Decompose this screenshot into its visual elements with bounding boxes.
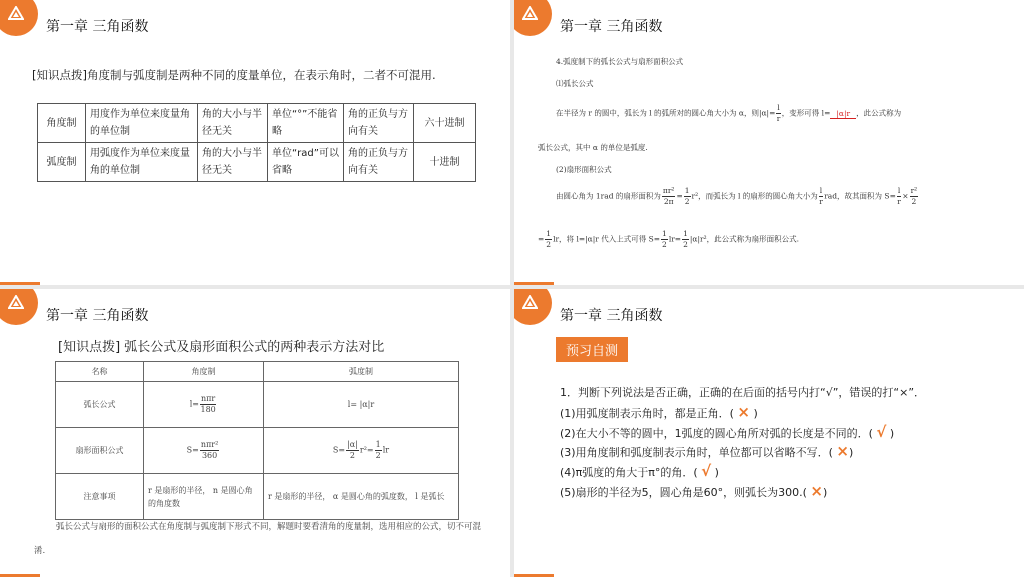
slide-2: 第一章 三角函数 4.弧度制下的弧长公式与扇形面积公式 ⑴弧长公式 在半径为 r 的圆中，弧长为 l 的弧所对的圆心角大小为 α，则|α|= $\frac{l}{r}$ ，变形可得 l= |α|r ，此公式称为 弧长公式，其中 α 的单位是弧度. (2)扇形面积公式 由圆心角为 1rad 的扇形面积为 $\frac{\text{πr²}}{2\pi}$ = $\frac{1}{2}$ r²，而弧长为 l 的扇形的圆心角大小为 $\frac{l}{r}$ rad，故其面积为 S= $\frac{l}{r}$ × $\frac{\text{r²}}{2}$ = $\frac{1}{2}$ lr，将 l=|α|r 代入上式可得 S= $\frac{1}{2}$ lr= $\frac{1}{2}$ |α|r²，此公式称为扇形面积公式. xyxy=(514,0,1024,285)
cross-mark-icon: × xyxy=(836,442,849,460)
knowledge-tip: [知识点拨]角度制与弧度制是两种不同的度量单位，在表示角时，二者不可混用. xyxy=(32,68,436,82)
chapter-title: 第一章 三角函数 xyxy=(46,19,149,35)
logo-icon xyxy=(0,0,38,36)
question-item: (2)在大小不等的圆中，1弧度的圆心角所对弧的长度是不同的．( √ ) xyxy=(560,423,895,441)
logo-icon xyxy=(0,289,38,325)
cross-mark-icon: × xyxy=(810,482,823,500)
logo-icon xyxy=(514,289,552,325)
table-row: 弧长公式 l= $\frac{\text{nπr}}{180}$ l= |α|r xyxy=(56,382,459,428)
section-heading: 4.弧度制下的弧长公式与扇形面积公式 xyxy=(556,57,684,66)
answer-blank: |α|r xyxy=(830,109,856,119)
note-paragraph: 弧长公式与扇形的面积公式在角度制与弧度制下形式不同，解题时要看清角的度量制，选用相应的公式，切不可混淆. xyxy=(34,522,482,556)
chapter-title: 第一章 三角函数 xyxy=(560,19,663,35)
cross-mark-icon: × xyxy=(737,403,750,421)
check-mark-icon: √ xyxy=(701,462,712,480)
comparison-table xyxy=(37,103,476,182)
slide-1 xyxy=(0,0,510,285)
arc-formula-line: 在半径为 r 的圆中，弧长为 l 的弧所对的圆心角大小为 α，则|α|= $\frac{l}{r}$ ，变形可得 l= |α|r ，此公式称为 xyxy=(556,103,902,123)
slide-4 xyxy=(514,289,1024,577)
knowledge-tip-title: [知识点拨] 弧长公式及扇形面积公式的两种表示方法对比 xyxy=(58,340,385,355)
area-formula-line-2: = $\frac{1}{2}$ lr，将 l=|α|r 代入上式可得 S= $\frac{1}{2}$ lr= $\frac{1}{2}$ |α|r²，此公式称为扇形面积公式. xyxy=(538,229,799,249)
table-row: 扇形面积公式 S= $\frac{\text{nπr²}}{360}$ S= $\frac{|\alpha|}{2}$ r²= $\frac{1}{2}$ lr xyxy=(56,428,459,474)
preview-test-badge: 预习自测 xyxy=(556,337,628,362)
chapter-title: 第一章 三角函数 xyxy=(560,308,663,324)
question-item: (3)用角度制和弧度制表示角时，单位都可以省略不写．( ×) xyxy=(560,442,854,460)
subheading-area: (2)扇形面积公式 xyxy=(556,165,612,174)
question-item: (5)扇形的半径为5，圆心角是60°，则弧长为300.( ×) xyxy=(560,482,828,500)
question-item: (4)π弧度的角大于π°的角．( √ ) xyxy=(560,462,719,480)
chapter-title: 第一章 三角函数 xyxy=(46,308,149,324)
check-mark-icon: √ xyxy=(876,423,887,441)
table-row: 注意事项 r 是扇形的半径， n 是圆心角的角度数 r 是扇形的半径， α 是圆心角的弧度数， l 是弧长 xyxy=(56,474,459,520)
table-row: 名称 角度制 弧度制 xyxy=(56,362,459,382)
formula-table xyxy=(55,361,459,520)
question-intro: 1．判断下列说法是否正确，正确的在后面的括号内打“√”，错误的打“×”． xyxy=(560,386,926,399)
table-row: 弧度制 用弧度作为单位来度量角的单位制 角的大小与半径无关 单位“rad”可以省略 角的正负与方向有关 十进制 xyxy=(38,143,476,182)
area-formula-line: 由圆心角为 1rad 的扇形面积为 $\frac{\text{πr²}}{2\pi}$ = $\frac{1}{2}$ r²，而弧长为 l 的扇形的圆心角大小为 $\frac{l}{r}$ rad，故其面积为 S= $\frac{l}{r}$ × $\frac{\text{r²}}{2}$ xyxy=(556,186,918,206)
subheading-arc: ⑴弧长公式 xyxy=(556,79,594,88)
table-row: 角度制 用度作为单位来度量角的单位制 角的大小与半径无关 单位“°”不能省略 角的正负与方向有关 六十进制 xyxy=(38,104,476,143)
slide-3 xyxy=(0,289,510,577)
logo-icon xyxy=(514,0,552,36)
question-item: (1)用弧度制表示角时，都是正角．( × ) xyxy=(560,403,758,421)
